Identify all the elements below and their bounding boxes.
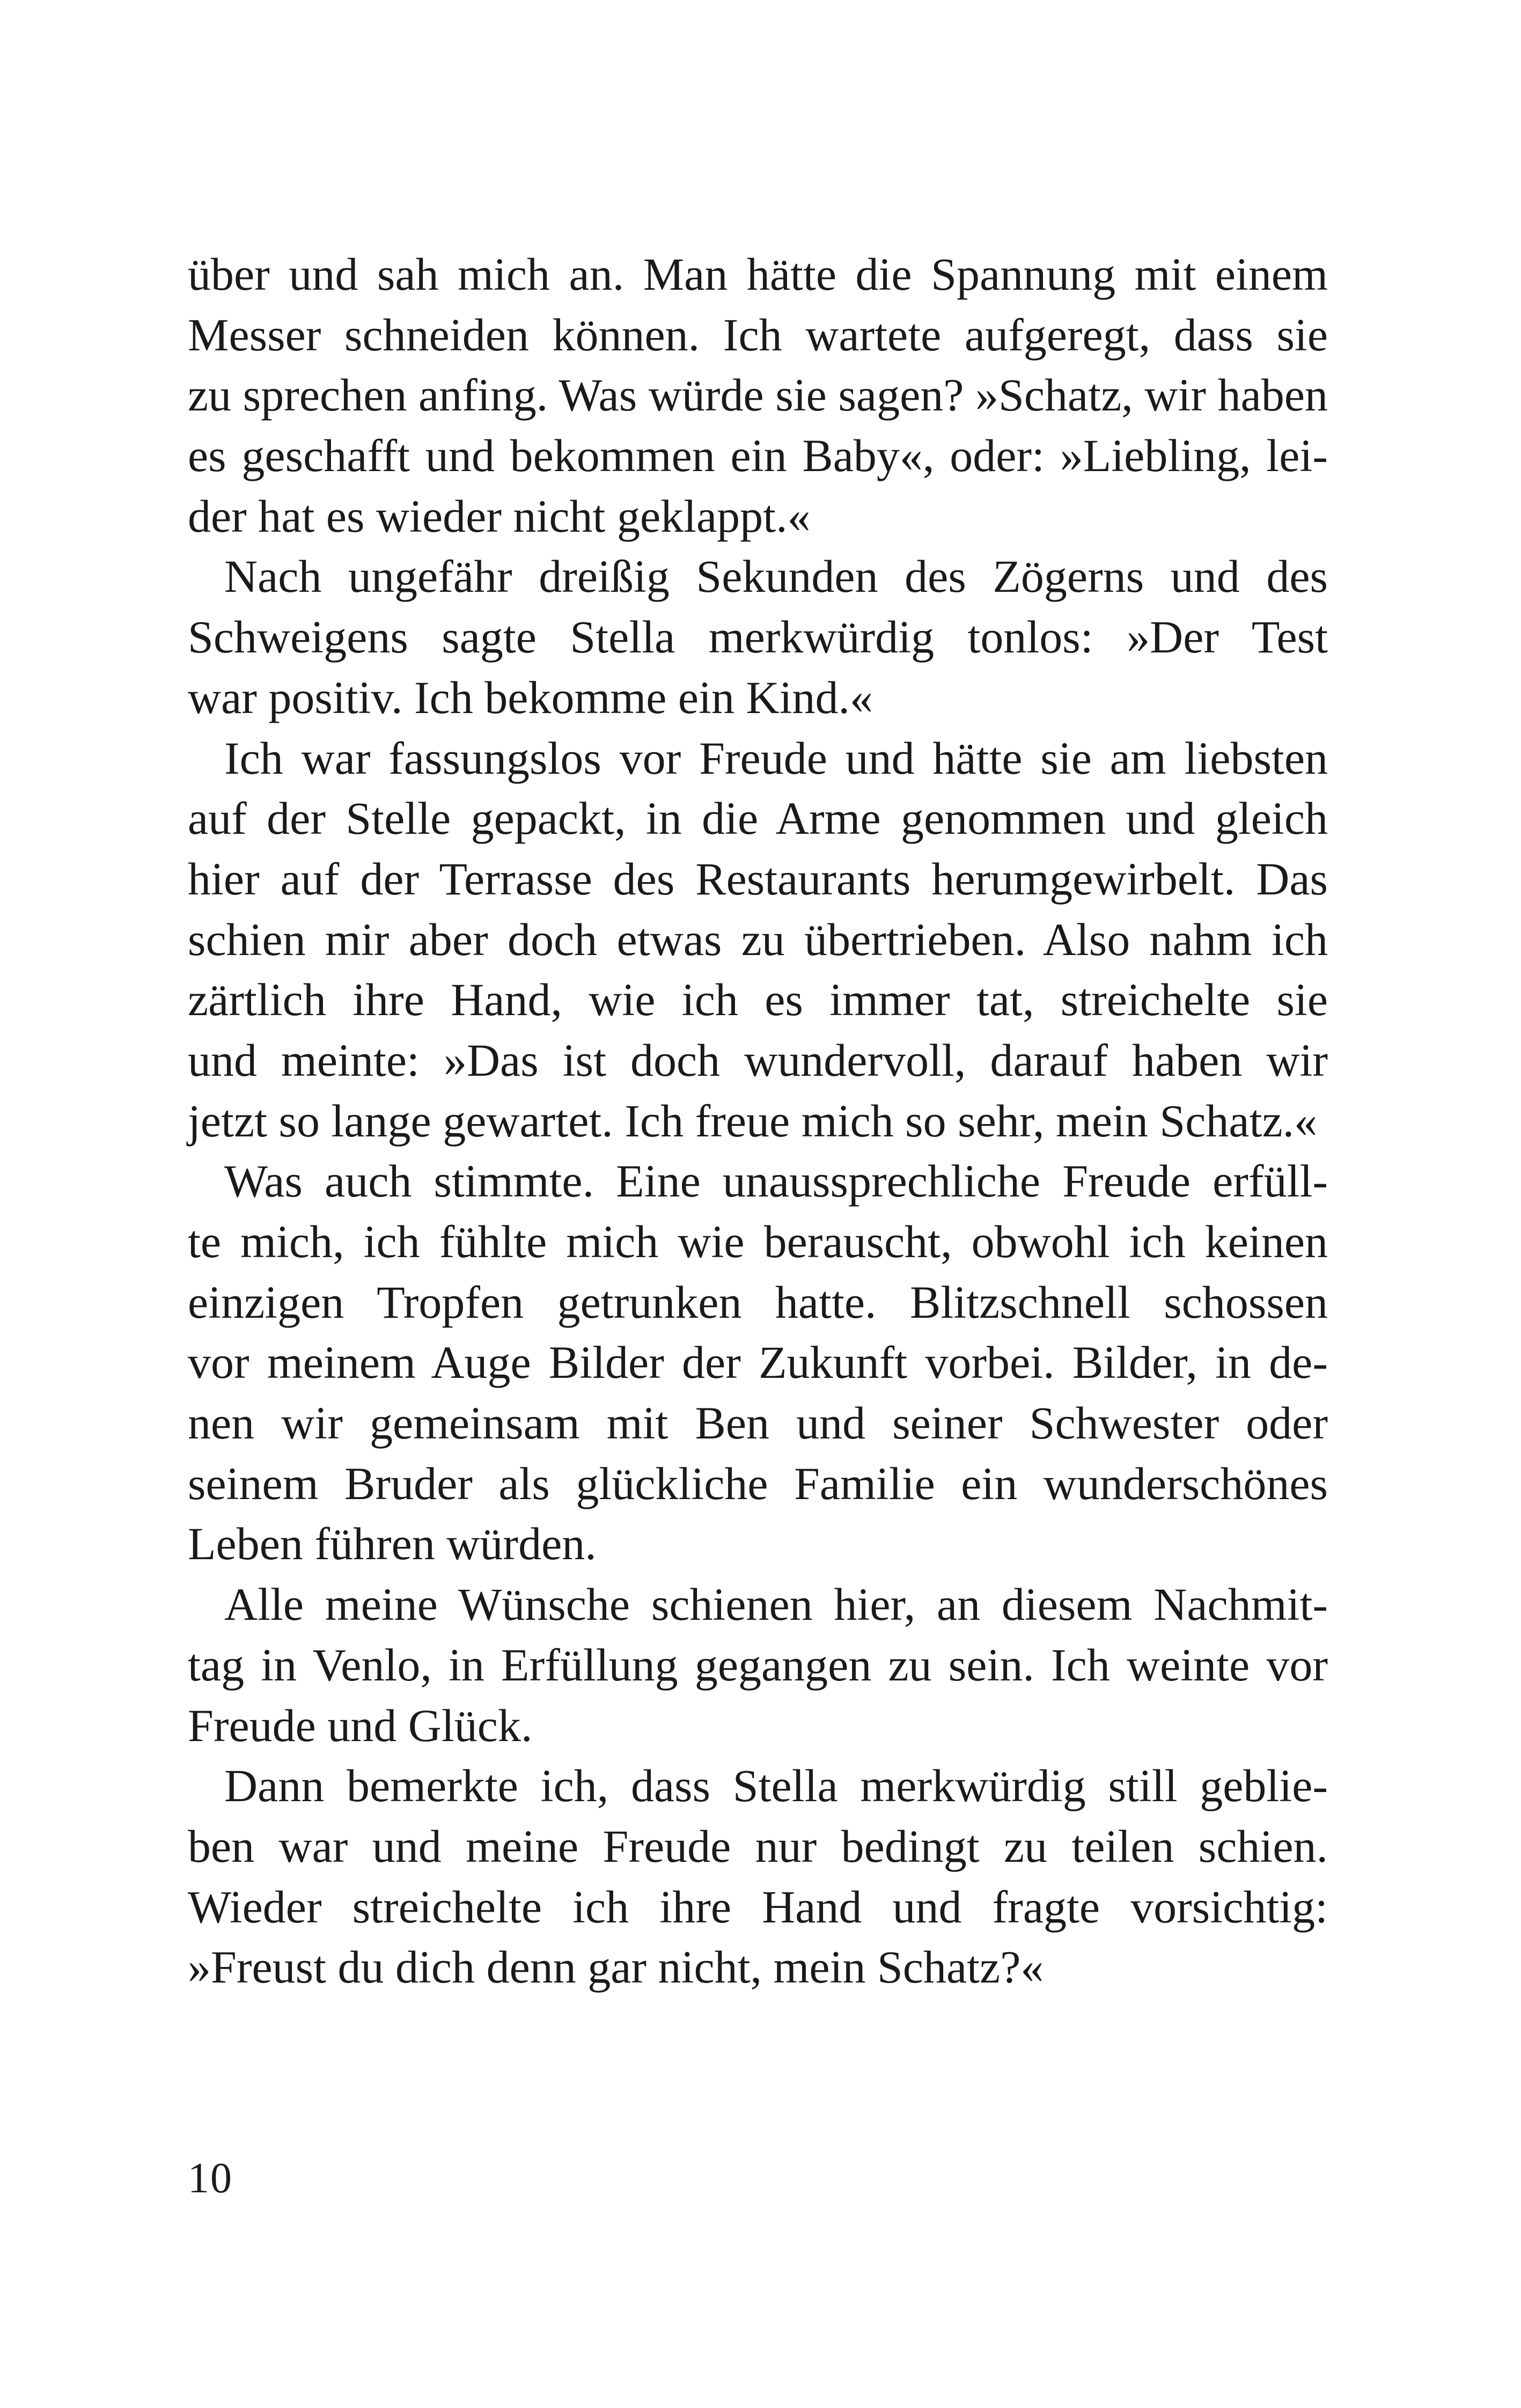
text-line: schien mir aber doch etwas zu übertrieben. Also nahm ich (188, 913, 1328, 965)
text-line: nen wir gemeinsam mit Ben und seiner Schwester oder (188, 1397, 1328, 1449)
text-line: »Freust du dich denn gar nicht, mein Schatz?« (188, 1941, 1044, 1993)
text-line: te mich, ich fühlte mich wie berauscht, obwohl ich keinen (188, 1216, 1328, 1267)
text-line: Wieder streichelte ich ihre Hand und fragte vorsichtig: (188, 1881, 1328, 1933)
text-line: Freude und Glück. (188, 1699, 533, 1751)
text-line: über und sah mich an. Man hätte die Spannung mit einem (188, 248, 1328, 300)
paragraph-first-line: Nach ungefähr dreißig Sekunden des Zögerns und des (224, 550, 1328, 603)
text-line: der hat es wieder nicht geklappt.« (188, 490, 811, 542)
text-line: hier auf der Terrasse des Restaurants herumgewirbelt. Das (188, 853, 1328, 905)
text-line: Leben führen würden. (188, 1518, 597, 1570)
body-text (188, 244, 1328, 1998)
page-number: 10 (188, 2155, 233, 2202)
text-line: einzigen Tropfen getrunken hatte. Blitzschnell schossen (188, 1276, 1328, 1328)
paragraph-first-line: Dann bemerkte ich, dass Stella merkwürdig still geblie- (224, 1760, 1328, 1812)
text-line: vor meinem Auge Bilder der Zukunft vorbei. Bilder, in de- (188, 1337, 1328, 1389)
text-line: tag in Venlo, in Erfüllung gegangen zu sein. Ich weinte vor (188, 1639, 1328, 1691)
text-line: seinem Bruder als glückliche Familie ein wunderschönes (188, 1457, 1328, 1509)
text-line: zu sprechen anfing. Was würde sie sagen? »Schatz, wir haben (188, 369, 1328, 421)
paragraph-first-line: Was auch stimmte. Eine unaussprechliche Freude erfüll- (224, 1155, 1328, 1207)
text-line: auf der Stelle gepackt, in die Arme genommen und gleich (188, 792, 1328, 845)
text-line: zärtlich ihre Hand, wie ich es immer tat, streichelte sie (188, 974, 1328, 1026)
text-line: ben war und meine Freude nur bedingt zu teilen schien. (188, 1820, 1328, 1872)
text-line: Schweigens sagte Stella merkwürdig tonlos: »Der Test (188, 611, 1328, 663)
text-line: und meinte: »Das ist doch wundervoll, darauf haben wir (188, 1034, 1328, 1086)
paragraph-first-line: Alle meine Wünsche schienen hier, an diesem Nachmit- (224, 1579, 1328, 1631)
text-line: war positiv. Ich bekomme ein Kind.« (188, 671, 873, 723)
text-line: jetzt so lange gewartet. Ich freue mich so sehr, mein Schatz.« (188, 1095, 1318, 1147)
paragraph-first-line: Ich war fassungslos vor Freude und hätte sie am liebsten (224, 732, 1328, 784)
text-line: es geschafft und bekommen ein Baby«, oder: »Liebling, lei- (188, 430, 1328, 482)
text-line: Messer schneiden können. Ich wartete aufgeregt, dass sie (188, 309, 1328, 361)
